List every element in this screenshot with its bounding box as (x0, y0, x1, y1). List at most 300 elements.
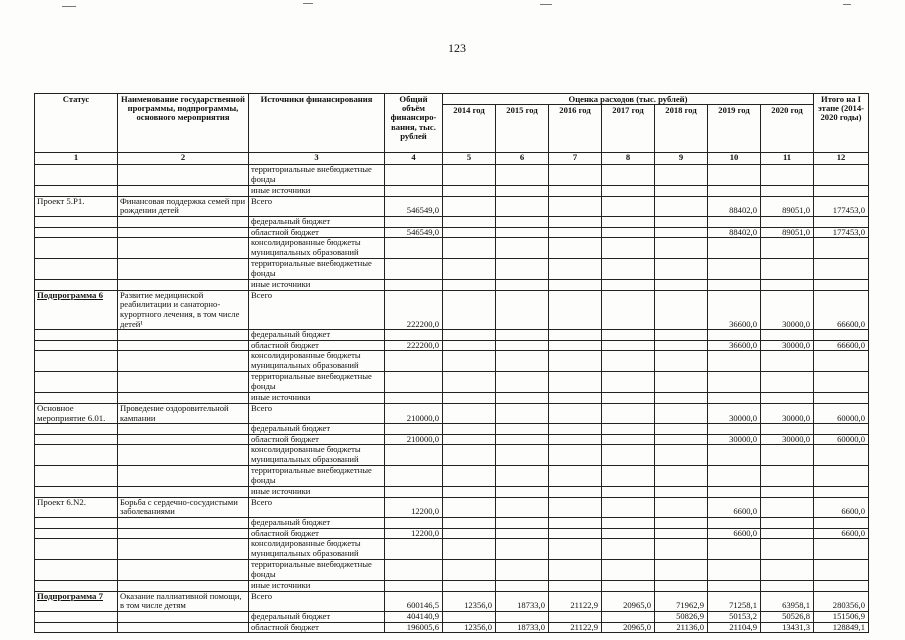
status-cell (35, 560, 118, 581)
year-value-cell: 21136,0 (655, 622, 708, 633)
year-value-cell (602, 466, 655, 487)
source-cell: консолидированные бюджеты муниципальных образований (249, 539, 385, 560)
year-value-cell (549, 424, 602, 435)
status-cell (35, 186, 118, 197)
name-cell (118, 434, 249, 445)
stage-total-cell (814, 330, 869, 341)
year-value-cell (496, 351, 549, 372)
year-value-cell (549, 216, 602, 227)
total-cell: 196005,6 (385, 622, 443, 633)
year-value-cell: 89051,0 (761, 227, 814, 238)
name-cell (118, 612, 249, 623)
status-cell (35, 445, 118, 466)
year-value-cell (496, 238, 549, 259)
year-value-cell (496, 403, 549, 423)
name-cell (118, 330, 249, 341)
total-cell: 222200,0 (385, 290, 443, 329)
year-value-cell: 12356,0 (443, 591, 496, 611)
year-value-cell (443, 560, 496, 581)
name-cell (118, 238, 249, 259)
year-value-cell (761, 216, 814, 227)
year-value-cell (496, 372, 549, 393)
status-cell (35, 622, 118, 633)
total-cell (385, 445, 443, 466)
year-value-cell: 50526,8 (761, 612, 814, 623)
header-year: 2020 год (761, 105, 814, 153)
year-value-cell (549, 372, 602, 393)
year-value-cell (655, 290, 708, 329)
name-cell (118, 216, 249, 227)
table-row (35, 612, 869, 623)
year-value-cell (708, 581, 761, 592)
stage-total-cell (814, 238, 869, 259)
stage-total-cell (814, 372, 869, 393)
source-cell: территориальные внебюджетные фонды (249, 560, 385, 581)
year-value-cell: 30000,0 (708, 434, 761, 445)
year-value-cell: 63958,1 (761, 591, 814, 611)
year-value-cell (761, 539, 814, 560)
year-value-cell (443, 372, 496, 393)
stage-total-cell (814, 581, 869, 592)
source-cell: территориальные внебюджетные фонды (249, 466, 385, 487)
column-number: 4 (385, 153, 443, 165)
year-value-cell (655, 434, 708, 445)
year-value-cell (602, 612, 655, 623)
column-number: 12 (814, 153, 869, 165)
year-value-cell (761, 528, 814, 539)
status-cell (35, 340, 118, 351)
table-row (35, 238, 869, 259)
total-cell: 546549,0 (385, 196, 443, 216)
stage-total-cell (814, 186, 869, 197)
year-value-cell (496, 424, 549, 435)
stage-total-cell (814, 393, 869, 404)
name-cell (118, 340, 249, 351)
year-value-cell (496, 196, 549, 216)
stage-total-cell (814, 487, 869, 498)
status-cell (35, 165, 118, 186)
total-cell: 222200,0 (385, 340, 443, 351)
source-cell: территориальные внебюджетные фонды (249, 259, 385, 280)
stage-total-cell (814, 445, 869, 466)
name-cell (118, 424, 249, 435)
stage-total-cell: 66600,0 (814, 290, 869, 329)
name-cell (118, 528, 249, 539)
year-value-cell (496, 581, 549, 592)
year-value-cell (496, 393, 549, 404)
year-value-cell (443, 539, 496, 560)
total-cell (385, 165, 443, 186)
status-cell (35, 581, 118, 592)
name-cell (118, 487, 249, 498)
year-value-cell (443, 581, 496, 592)
total-cell (385, 238, 443, 259)
column-number: 7 (549, 153, 602, 165)
table-row (35, 280, 869, 291)
year-value-cell: 71258,1 (708, 591, 761, 611)
year-value-cell: 21122,9 (549, 622, 602, 633)
year-value-cell (549, 434, 602, 445)
year-value-cell (655, 330, 708, 341)
table-row (35, 518, 869, 529)
stage-total-cell: 177453,0 (814, 227, 869, 238)
name-cell: Финансовая поддержка семей при рождении детей (118, 196, 249, 216)
status-cell: Проект 6.N2. (35, 497, 118, 517)
year-value-cell: 50153,2 (708, 612, 761, 623)
year-value-cell (761, 351, 814, 372)
stage-total-cell (814, 259, 869, 280)
name-cell (118, 518, 249, 529)
year-value-cell (496, 560, 549, 581)
column-number: 9 (655, 153, 708, 165)
name-cell: Проведение оздоровительной кампании (118, 403, 249, 423)
page-number: 123 (448, 41, 466, 55)
year-value-cell (549, 612, 602, 623)
status-cell (35, 238, 118, 259)
year-value-cell (655, 581, 708, 592)
name-cell (118, 560, 249, 581)
stage-total-cell: 177453,0 (814, 196, 869, 216)
column-number: 2 (118, 153, 249, 165)
total-cell: 210000,0 (385, 403, 443, 423)
year-value-cell: 20965,0 (602, 622, 655, 633)
year-value-cell (602, 330, 655, 341)
table-row (35, 445, 869, 466)
year-value-cell (761, 445, 814, 466)
year-value-cell (549, 539, 602, 560)
total-cell (385, 393, 443, 404)
total-cell (385, 351, 443, 372)
year-value-cell (602, 165, 655, 186)
year-value-cell (549, 497, 602, 517)
status-cell (35, 280, 118, 291)
year-value-cell: 30000,0 (761, 340, 814, 351)
name-cell (118, 351, 249, 372)
source-cell: областной бюджет (249, 622, 385, 633)
year-value-cell (496, 612, 549, 623)
year-value-cell (549, 560, 602, 581)
year-value-cell (761, 165, 814, 186)
table-row (35, 330, 869, 341)
year-value-cell (655, 372, 708, 393)
source-cell: иные источники (249, 186, 385, 197)
year-value-cell (708, 186, 761, 197)
table-row (35, 622, 869, 633)
year-value-cell: 13431,3 (761, 622, 814, 633)
year-value-cell (443, 528, 496, 539)
year-value-cell (602, 351, 655, 372)
year-value-cell (602, 560, 655, 581)
year-value-cell (602, 539, 655, 560)
year-value-cell (549, 165, 602, 186)
year-value-cell: 21104,9 (708, 622, 761, 633)
table-row (35, 227, 869, 238)
scan-artifact (303, 3, 313, 4)
status-cell (35, 434, 118, 445)
source-cell: Всего (249, 196, 385, 216)
name-cell (118, 372, 249, 393)
year-value-cell (549, 487, 602, 498)
table-row (35, 528, 869, 539)
year-value-cell (655, 340, 708, 351)
year-value-cell: 89051,0 (761, 196, 814, 216)
name-cell (118, 186, 249, 197)
table-row (35, 497, 869, 517)
year-value-cell (602, 487, 655, 498)
year-value-cell (602, 196, 655, 216)
year-value-cell (708, 445, 761, 466)
year-value-cell (655, 560, 708, 581)
name-cell: Борьба с сердечно-сосудистыми заболеваниями (118, 497, 249, 517)
year-value-cell: 30000,0 (761, 434, 814, 445)
source-cell: федеральный бюджет (249, 518, 385, 529)
status-cell (35, 487, 118, 498)
source-cell: иные источники (249, 581, 385, 592)
source-cell: Всего (249, 403, 385, 423)
year-value-cell (443, 330, 496, 341)
year-value-cell (761, 280, 814, 291)
source-cell: территориальные внебюджетные фонды (249, 165, 385, 186)
year-value-cell (549, 518, 602, 529)
table-row (35, 466, 869, 487)
header-year: 2017 год (602, 105, 655, 153)
year-value-cell (602, 186, 655, 197)
stage-total-cell (814, 280, 869, 291)
column-number-row (35, 153, 869, 165)
year-value-cell: 18733,0 (496, 591, 549, 611)
table-row (35, 372, 869, 393)
year-value-cell (761, 581, 814, 592)
year-value-cell (443, 290, 496, 329)
year-value-cell (443, 403, 496, 423)
year-value-cell: 20965,0 (602, 591, 655, 611)
total-cell: 600146,5 (385, 591, 443, 611)
status-cell (35, 539, 118, 560)
source-cell: иные источники (249, 393, 385, 404)
source-cell: иные источники (249, 280, 385, 291)
year-value-cell: 30000,0 (761, 403, 814, 423)
year-value-cell (549, 466, 602, 487)
table-row (35, 216, 869, 227)
year-value-cell (443, 612, 496, 623)
stage-total-cell: 6600,0 (814, 528, 869, 539)
year-value-cell (549, 186, 602, 197)
year-value-cell (602, 290, 655, 329)
year-value-cell (602, 227, 655, 238)
total-cell (385, 466, 443, 487)
total-cell: 546549,0 (385, 227, 443, 238)
year-value-cell: 21122,9 (549, 591, 602, 611)
year-value-cell (496, 497, 549, 517)
source-cell: областной бюджет (249, 528, 385, 539)
year-value-cell (602, 518, 655, 529)
year-value-cell (443, 196, 496, 216)
table-row (35, 186, 869, 197)
year-value-cell: 30000,0 (761, 290, 814, 329)
year-value-cell (761, 518, 814, 529)
year-value-cell (443, 165, 496, 186)
year-value-cell: 88402,0 (708, 196, 761, 216)
year-value-cell (496, 528, 549, 539)
stage-total-cell: 60000,0 (814, 403, 869, 423)
year-value-cell (761, 330, 814, 341)
year-value-cell: 30000,0 (708, 403, 761, 423)
year-value-cell (496, 539, 549, 560)
year-value-cell (655, 445, 708, 466)
header-stage-total: Итого на I этапе (2014-2020 годы) (814, 94, 869, 153)
column-number: 3 (249, 153, 385, 165)
total-cell: 210000,0 (385, 434, 443, 445)
year-value-cell (549, 351, 602, 372)
year-value-cell (549, 340, 602, 351)
year-value-cell (761, 424, 814, 435)
source-cell: областной бюджет (249, 340, 385, 351)
year-value-cell (602, 528, 655, 539)
header-name: Наименование государственной программы, подпрограммы, основного мероприятия (118, 94, 249, 153)
year-value-cell (443, 351, 496, 372)
header-total: Общий объём финансиро-вания, тыс. рублей (385, 94, 443, 153)
status-cell (35, 612, 118, 623)
year-value-cell (761, 259, 814, 280)
column-number: 1 (35, 153, 118, 165)
status-cell (35, 393, 118, 404)
column-number: 6 (496, 153, 549, 165)
table-row (35, 196, 869, 216)
stage-total-cell (814, 518, 869, 529)
source-cell: областной бюджет (249, 434, 385, 445)
year-value-cell (496, 487, 549, 498)
year-value-cell (443, 393, 496, 404)
source-cell: Всего (249, 591, 385, 611)
year-value-cell (708, 518, 761, 529)
header-year: 2014 год (443, 105, 496, 153)
name-cell (118, 227, 249, 238)
year-value-cell (496, 216, 549, 227)
year-value-cell (496, 445, 549, 466)
year-value-cell (549, 330, 602, 341)
status-cell: Подпрограмма 6 (35, 290, 118, 329)
year-value-cell (443, 424, 496, 435)
year-value-cell: 6600,0 (708, 497, 761, 517)
year-value-cell (602, 340, 655, 351)
year-value-cell (496, 466, 549, 487)
year-value-cell (655, 528, 708, 539)
table-row (35, 539, 869, 560)
year-value-cell (655, 216, 708, 227)
name-cell (118, 445, 249, 466)
year-value-cell (761, 560, 814, 581)
stage-total-cell: 280356,0 (814, 591, 869, 611)
table-row (35, 165, 869, 186)
year-value-cell (708, 238, 761, 259)
year-value-cell (761, 466, 814, 487)
year-value-cell (496, 280, 549, 291)
source-cell: консолидированные бюджеты муниципальных образований (249, 238, 385, 259)
year-value-cell (761, 393, 814, 404)
table-row (35, 487, 869, 498)
year-value-cell (496, 259, 549, 280)
table-row (35, 581, 869, 592)
total-cell (385, 424, 443, 435)
stage-total-cell: 60000,0 (814, 434, 869, 445)
header-estimate: Оценка расходов (тыс. рублей) (443, 94, 814, 105)
year-value-cell (655, 424, 708, 435)
year-value-cell (655, 518, 708, 529)
year-value-cell (655, 196, 708, 216)
table-row (35, 393, 869, 404)
status-cell (35, 528, 118, 539)
stage-total-cell (814, 351, 869, 372)
year-value-cell (443, 280, 496, 291)
year-value-cell (655, 280, 708, 291)
column-number: 5 (443, 153, 496, 165)
year-value-cell (708, 259, 761, 280)
stage-total-cell (814, 466, 869, 487)
stage-total-cell: 151506,9 (814, 612, 869, 623)
year-value-cell (602, 403, 655, 423)
year-value-cell (655, 238, 708, 259)
year-value-cell: 50826,9 (655, 612, 708, 623)
year-value-cell (496, 165, 549, 186)
status-cell (35, 372, 118, 393)
table-row (35, 351, 869, 372)
name-cell (118, 622, 249, 633)
source-cell: иные источники (249, 487, 385, 498)
year-value-cell (549, 290, 602, 329)
year-value-cell (602, 280, 655, 291)
table-row (35, 259, 869, 280)
year-value-cell (655, 466, 708, 487)
scan-artifact (843, 4, 851, 5)
table-row (35, 560, 869, 581)
stage-total-cell: 66600,0 (814, 340, 869, 351)
header-year: 2018 год (655, 105, 708, 153)
column-number: 10 (708, 153, 761, 165)
year-value-cell (655, 351, 708, 372)
year-value-cell (443, 340, 496, 351)
year-value-cell (655, 393, 708, 404)
year-value-cell (496, 340, 549, 351)
header-year: 2019 год (708, 105, 761, 153)
source-cell: федеральный бюджет (249, 216, 385, 227)
year-value-cell: 88402,0 (708, 227, 761, 238)
source-cell: федеральный бюджет (249, 424, 385, 435)
year-value-cell (496, 330, 549, 341)
total-cell: 12200,0 (385, 528, 443, 539)
source-cell: областной бюджет (249, 227, 385, 238)
table-row (35, 434, 869, 445)
name-cell (118, 466, 249, 487)
status-cell (35, 216, 118, 227)
name-cell (118, 393, 249, 404)
year-value-cell (443, 186, 496, 197)
total-cell (385, 518, 443, 529)
total-cell: 12200,0 (385, 497, 443, 517)
status-cell: Основное мероприятие 6.01. (35, 403, 118, 423)
year-value-cell (761, 487, 814, 498)
total-cell (385, 186, 443, 197)
year-value-cell (496, 227, 549, 238)
status-cell (35, 351, 118, 372)
year-value-cell (443, 445, 496, 466)
name-cell (118, 165, 249, 186)
header-sources: Источники финансирования (249, 94, 385, 153)
status-cell (35, 227, 118, 238)
source-cell: Всего (249, 290, 385, 329)
table-row (35, 340, 869, 351)
header-year: 2015 год (496, 105, 549, 153)
year-value-cell (549, 581, 602, 592)
